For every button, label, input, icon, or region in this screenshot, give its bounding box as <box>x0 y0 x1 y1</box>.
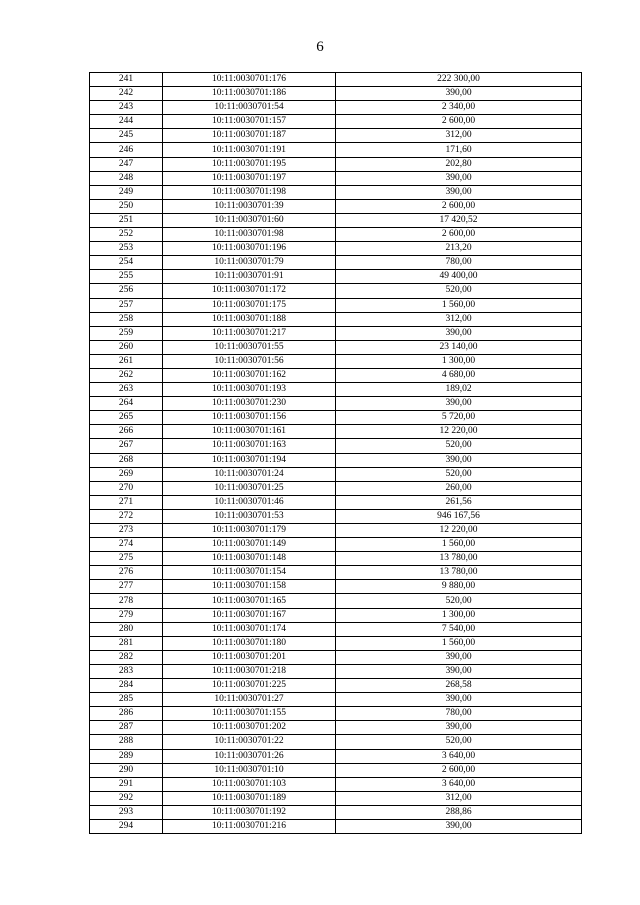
value-cell: 17 420,52 <box>336 213 582 227</box>
value-cell: 390,00 <box>336 397 582 411</box>
cadastral-number-cell: 10:11:0030701:91 <box>163 270 336 284</box>
row-number-cell: 258 <box>90 312 163 326</box>
row-number-cell: 255 <box>90 270 163 284</box>
row-number-cell: 271 <box>90 495 163 509</box>
table-row <box>90 439 582 453</box>
value-cell: 261,56 <box>336 495 582 509</box>
table-row <box>90 453 582 467</box>
table-row <box>90 411 582 425</box>
value-cell: 312,00 <box>336 791 582 805</box>
row-number-cell: 293 <box>90 805 163 819</box>
table-row <box>90 101 582 115</box>
table-row <box>90 397 582 411</box>
cadastral-number-cell: 10:11:0030701:195 <box>163 157 336 171</box>
table-row <box>90 650 582 664</box>
cadastral-number-cell: 10:11:0030701:189 <box>163 791 336 805</box>
row-number-cell: 287 <box>90 721 163 735</box>
value-cell: 1 560,00 <box>336 538 582 552</box>
table-row <box>90 524 582 538</box>
row-number-cell: 270 <box>90 481 163 495</box>
cadastral-number-cell: 10:11:0030701:54 <box>163 101 336 115</box>
value-cell: 260,00 <box>336 481 582 495</box>
table-row <box>90 73 582 87</box>
table-row <box>90 228 582 242</box>
value-cell: 520,00 <box>336 735 582 749</box>
value-cell: 390,00 <box>336 664 582 678</box>
value-cell: 49 400,00 <box>336 270 582 284</box>
cadastral-number-cell: 10:11:0030701:25 <box>163 481 336 495</box>
value-cell: 1 300,00 <box>336 608 582 622</box>
cadastral-number-cell: 10:11:0030701:167 <box>163 608 336 622</box>
cadastral-number-cell: 10:11:0030701:176 <box>163 73 336 87</box>
value-cell: 5 720,00 <box>336 411 582 425</box>
row-number-cell: 282 <box>90 650 163 664</box>
row-number-cell: 245 <box>90 129 163 143</box>
value-cell: 189,02 <box>336 383 582 397</box>
cadastral-number-cell: 10:11:0030701:179 <box>163 524 336 538</box>
row-number-cell: 268 <box>90 453 163 467</box>
cadastral-number-cell: 10:11:0030701:217 <box>163 326 336 340</box>
value-cell: 288,86 <box>336 805 582 819</box>
row-number-cell: 278 <box>90 594 163 608</box>
table-row <box>90 425 582 439</box>
row-number-cell: 241 <box>90 73 163 87</box>
value-cell: 202,80 <box>336 157 582 171</box>
value-cell: 390,00 <box>336 650 582 664</box>
page-number: 6 <box>316 39 324 55</box>
table-row <box>90 538 582 552</box>
table-row <box>90 566 582 580</box>
row-number-cell: 263 <box>90 383 163 397</box>
cadastral-number-cell: 10:11:0030701:196 <box>163 242 336 256</box>
value-cell: 9 880,00 <box>336 580 582 594</box>
row-number-cell: 269 <box>90 467 163 481</box>
table-row <box>90 383 582 397</box>
row-number-cell: 251 <box>90 213 163 227</box>
table-row <box>90 157 582 171</box>
cadastral-number-cell: 10:11:0030701:156 <box>163 411 336 425</box>
row-number-cell: 254 <box>90 256 163 270</box>
table-row <box>90 608 582 622</box>
table-row <box>90 368 582 382</box>
cadastral-number-cell: 10:11:0030701:55 <box>163 340 336 354</box>
table-row <box>90 552 582 566</box>
value-cell: 390,00 <box>336 185 582 199</box>
table-row <box>90 622 582 636</box>
cadastral-number-cell: 10:11:0030701:188 <box>163 312 336 326</box>
row-number-cell: 248 <box>90 171 163 185</box>
table-row <box>90 791 582 805</box>
table-row <box>90 270 582 284</box>
table-row <box>90 87 582 101</box>
cadastral-number-cell: 10:11:0030701:225 <box>163 679 336 693</box>
cadastral-number-cell: 10:11:0030701:24 <box>163 467 336 481</box>
row-number-cell: 289 <box>90 749 163 763</box>
cadastral-number-cell: 10:11:0030701:10 <box>163 763 336 777</box>
value-cell: 2 600,00 <box>336 228 582 242</box>
table-row <box>90 777 582 791</box>
table-row <box>90 242 582 256</box>
row-number-cell: 253 <box>90 242 163 256</box>
table-row <box>90 580 582 594</box>
value-cell: 946 167,56 <box>336 509 582 523</box>
table-row <box>90 171 582 185</box>
value-cell: 312,00 <box>336 312 582 326</box>
table-row <box>90 326 582 340</box>
value-cell: 2 340,00 <box>336 101 582 115</box>
value-cell: 13 780,00 <box>336 566 582 580</box>
table-row <box>90 636 582 650</box>
value-cell: 390,00 <box>336 819 582 833</box>
cadastral-number-cell: 10:11:0030701:56 <box>163 354 336 368</box>
value-cell: 520,00 <box>336 284 582 298</box>
value-cell: 3 640,00 <box>336 749 582 763</box>
row-number-cell: 261 <box>90 354 163 368</box>
value-cell: 312,00 <box>336 129 582 143</box>
cadastral-number-cell: 10:11:0030701:26 <box>163 749 336 763</box>
row-number-cell: 292 <box>90 791 163 805</box>
row-number-cell: 276 <box>90 566 163 580</box>
value-cell: 780,00 <box>336 256 582 270</box>
table-row <box>90 129 582 143</box>
value-cell: 520,00 <box>336 439 582 453</box>
row-number-cell: 260 <box>90 340 163 354</box>
cadastral-number-cell: 10:11:0030701:174 <box>163 622 336 636</box>
table-row <box>90 735 582 749</box>
cadastral-number-cell: 10:11:0030701:148 <box>163 552 336 566</box>
row-number-cell: 273 <box>90 524 163 538</box>
cadastral-number-cell: 10:11:0030701:79 <box>163 256 336 270</box>
cadastral-number-cell: 10:11:0030701:193 <box>163 383 336 397</box>
cadastral-number-cell: 10:11:0030701:187 <box>163 129 336 143</box>
cadastral-number-cell: 10:11:0030701:192 <box>163 805 336 819</box>
table-row <box>90 340 582 354</box>
cadastral-number-cell: 10:11:0030701:186 <box>163 87 336 101</box>
table-row <box>90 509 582 523</box>
row-number-cell: 281 <box>90 636 163 650</box>
cadastral-number-cell: 10:11:0030701:230 <box>163 397 336 411</box>
cadastral-number-cell: 10:11:0030701:198 <box>163 185 336 199</box>
value-cell: 213,20 <box>336 242 582 256</box>
cadastral-number-cell: 10:11:0030701:53 <box>163 509 336 523</box>
value-cell: 7 540,00 <box>336 622 582 636</box>
value-cell: 1 560,00 <box>336 298 582 312</box>
value-cell: 4 680,00 <box>336 368 582 382</box>
cadastral-number-cell: 10:11:0030701:165 <box>163 594 336 608</box>
cadastral-number-cell: 10:11:0030701:162 <box>163 368 336 382</box>
cadastral-number-cell: 10:11:0030701:197 <box>163 171 336 185</box>
row-number-cell: 279 <box>90 608 163 622</box>
row-number-cell: 284 <box>90 679 163 693</box>
cadastral-value-table <box>89 72 582 834</box>
table-row <box>90 199 582 213</box>
table-row <box>90 213 582 227</box>
value-cell: 520,00 <box>336 467 582 481</box>
table-row <box>90 115 582 129</box>
table-row <box>90 143 582 157</box>
value-cell: 2 600,00 <box>336 763 582 777</box>
cadastral-number-cell: 10:11:0030701:22 <box>163 735 336 749</box>
value-cell: 390,00 <box>336 721 582 735</box>
value-cell: 13 780,00 <box>336 552 582 566</box>
value-cell: 390,00 <box>336 453 582 467</box>
row-number-cell: 246 <box>90 143 163 157</box>
row-number-cell: 247 <box>90 157 163 171</box>
table-row <box>90 805 582 819</box>
row-number-cell: 294 <box>90 819 163 833</box>
row-number-cell: 264 <box>90 397 163 411</box>
table-row <box>90 707 582 721</box>
value-cell: 268,58 <box>336 679 582 693</box>
table-row <box>90 664 582 678</box>
cadastral-number-cell: 10:11:0030701:201 <box>163 650 336 664</box>
value-cell: 171,60 <box>336 143 582 157</box>
cadastral-number-cell: 10:11:0030701:172 <box>163 284 336 298</box>
cadastral-number-cell: 10:11:0030701:218 <box>163 664 336 678</box>
table-row <box>90 298 582 312</box>
row-number-cell: 290 <box>90 763 163 777</box>
value-cell: 390,00 <box>336 693 582 707</box>
row-number-cell: 283 <box>90 664 163 678</box>
row-number-cell: 286 <box>90 707 163 721</box>
value-cell: 3 640,00 <box>336 777 582 791</box>
row-number-cell: 249 <box>90 185 163 199</box>
row-number-cell: 274 <box>90 538 163 552</box>
value-cell: 1 300,00 <box>336 354 582 368</box>
value-cell: 780,00 <box>336 707 582 721</box>
cadastral-number-cell: 10:11:0030701:155 <box>163 707 336 721</box>
row-number-cell: 291 <box>90 777 163 791</box>
row-number-cell: 256 <box>90 284 163 298</box>
row-number-cell: 277 <box>90 580 163 594</box>
cadastral-number-cell: 10:11:0030701:202 <box>163 721 336 735</box>
cadastral-number-cell: 10:11:0030701:158 <box>163 580 336 594</box>
cadastral-number-cell: 10:11:0030701:157 <box>163 115 336 129</box>
table-row <box>90 185 582 199</box>
table-row <box>90 749 582 763</box>
value-cell: 1 560,00 <box>336 636 582 650</box>
row-number-cell: 244 <box>90 115 163 129</box>
value-cell: 390,00 <box>336 87 582 101</box>
value-cell: 390,00 <box>336 171 582 185</box>
table-row <box>90 763 582 777</box>
table-row <box>90 721 582 735</box>
cadastral-number-cell: 10:11:0030701:154 <box>163 566 336 580</box>
value-cell: 2 600,00 <box>336 199 582 213</box>
cadastral-number-cell: 10:11:0030701:161 <box>163 425 336 439</box>
value-cell: 390,00 <box>336 326 582 340</box>
cadastral-number-cell: 10:11:0030701:191 <box>163 143 336 157</box>
row-number-cell: 280 <box>90 622 163 636</box>
row-number-cell: 272 <box>90 509 163 523</box>
row-number-cell: 267 <box>90 439 163 453</box>
row-number-cell: 275 <box>90 552 163 566</box>
row-number-cell: 285 <box>90 693 163 707</box>
cadastral-number-cell: 10:11:0030701:103 <box>163 777 336 791</box>
table-row <box>90 467 582 481</box>
cadastral-number-cell: 10:11:0030701:216 <box>163 819 336 833</box>
cadastral-number-cell: 10:11:0030701:194 <box>163 453 336 467</box>
cadastral-number-cell: 10:11:0030701:163 <box>163 439 336 453</box>
table-row <box>90 256 582 270</box>
table-row <box>90 284 582 298</box>
value-cell: 520,00 <box>336 594 582 608</box>
cadastral-number-cell: 10:11:0030701:149 <box>163 538 336 552</box>
table-body <box>90 73 582 834</box>
cadastral-number-cell: 10:11:0030701:98 <box>163 228 336 242</box>
table-row <box>90 693 582 707</box>
table-row <box>90 679 582 693</box>
row-number-cell: 288 <box>90 735 163 749</box>
row-number-cell: 242 <box>90 87 163 101</box>
row-number-cell: 257 <box>90 298 163 312</box>
row-number-cell: 262 <box>90 368 163 382</box>
cadastral-number-cell: 10:11:0030701:27 <box>163 693 336 707</box>
row-number-cell: 243 <box>90 101 163 115</box>
value-cell: 222 300,00 <box>336 73 582 87</box>
table-row <box>90 819 582 833</box>
value-cell: 12 220,00 <box>336 425 582 439</box>
row-number-cell: 259 <box>90 326 163 340</box>
table-row <box>90 594 582 608</box>
row-number-cell: 250 <box>90 199 163 213</box>
value-cell: 23 140,00 <box>336 340 582 354</box>
cadastral-number-cell: 10:11:0030701:46 <box>163 495 336 509</box>
table-row <box>90 495 582 509</box>
table-row <box>90 312 582 326</box>
table-row <box>90 354 582 368</box>
table-row <box>90 481 582 495</box>
cadastral-number-cell: 10:11:0030701:39 <box>163 199 336 213</box>
row-number-cell: 266 <box>90 425 163 439</box>
row-number-cell: 265 <box>90 411 163 425</box>
value-cell: 2 600,00 <box>336 115 582 129</box>
value-cell: 12 220,00 <box>336 524 582 538</box>
cadastral-number-cell: 10:11:0030701:180 <box>163 636 336 650</box>
row-number-cell: 252 <box>90 228 163 242</box>
cadastral-number-cell: 10:11:0030701:60 <box>163 213 336 227</box>
cadastral-number-cell: 10:11:0030701:175 <box>163 298 336 312</box>
